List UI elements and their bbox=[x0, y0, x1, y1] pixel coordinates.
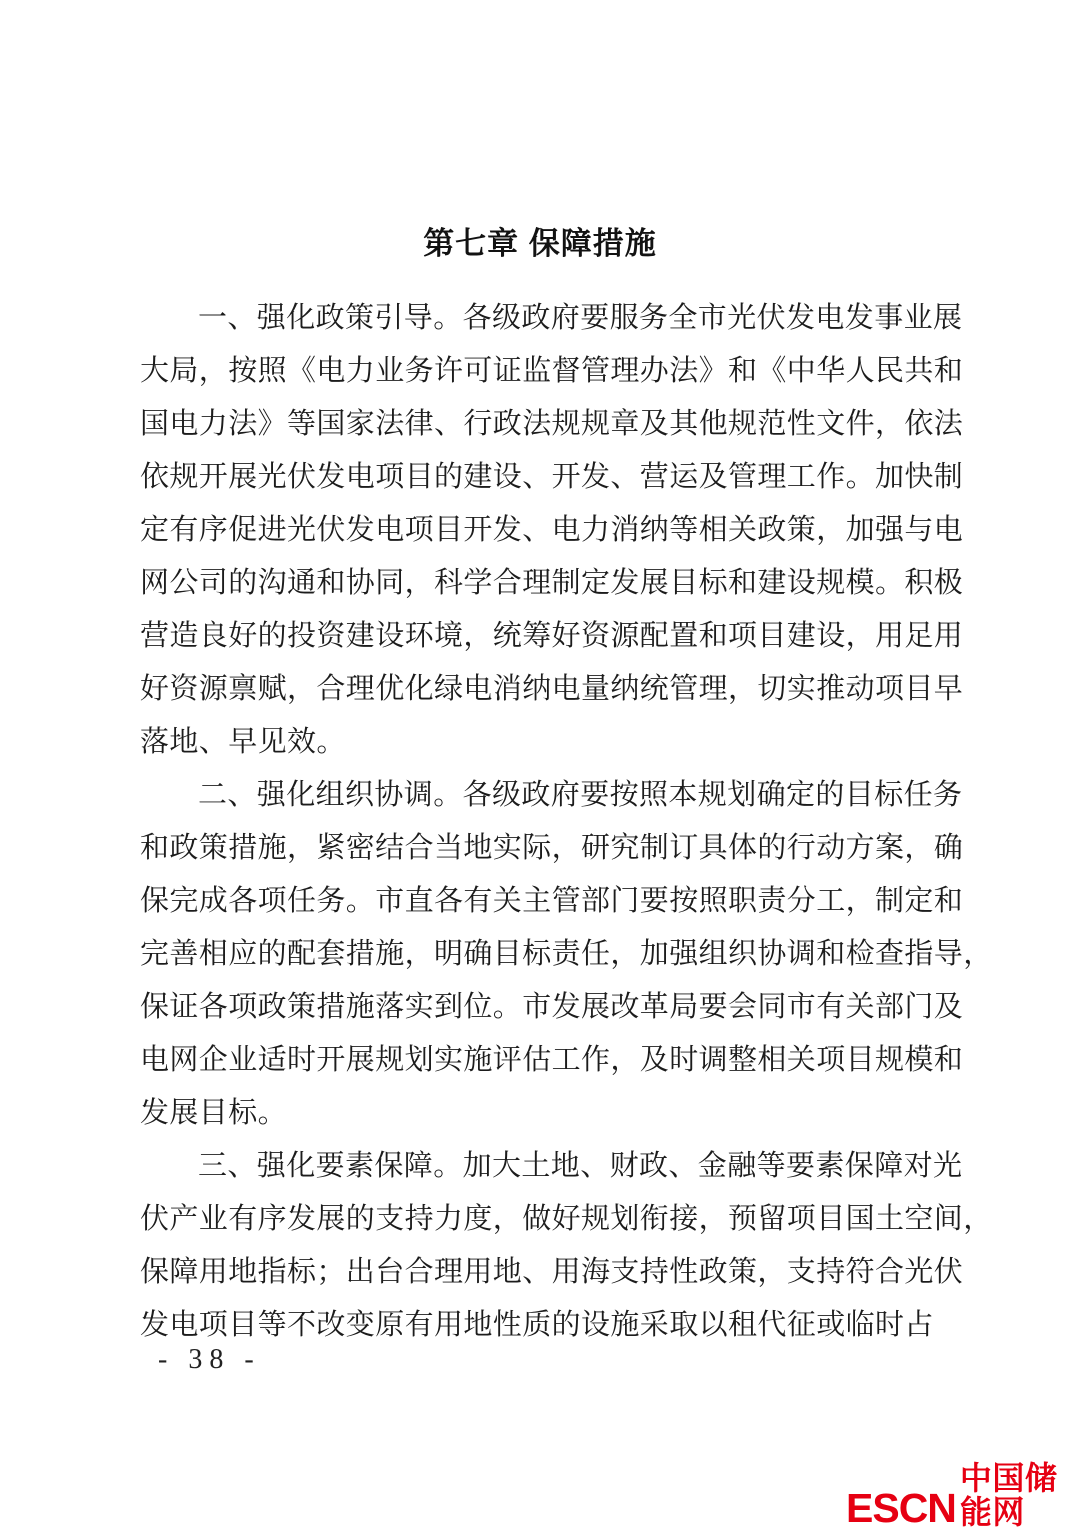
text-line: 营造良好的投资建设环境，统筹好资源配置和项目建设，用足用 bbox=[140, 620, 964, 652]
escn-watermark-logo bbox=[846, 1462, 1080, 1528]
text-line: 三、强化要素保障。加大土地、财政、金融等要素保障对光 bbox=[198, 1150, 963, 1182]
text-line: 好资源禀赋，合理优化绿电消纳电量纳统管理，切实推动项目早 bbox=[140, 673, 964, 705]
text-line: 网公司的沟通和协同，科学合理制定发展目标和建设规模。积极 bbox=[140, 567, 964, 599]
text-line: 电网企业适时开展规划实施评估工作，及时调整相关项目规模和 bbox=[140, 1044, 964, 1076]
escn-logo-text-cn: 中国储能网 bbox=[959, 1460, 1058, 1528]
paragraph bbox=[140, 292, 964, 769]
text-line: 发展目标。 bbox=[140, 1097, 288, 1129]
text-line: 伏产业有序发展的支持力度，做好规划衔接，预留项目国土空间， bbox=[140, 1203, 993, 1235]
paragraph bbox=[140, 769, 993, 1140]
text-line: 保完成各项任务。市直各有关主管部门要按照职责分工，制定和 bbox=[140, 885, 964, 917]
text-line: 国电力法》等国家法律、行政法规规章及其他规范性文件，依法 bbox=[140, 408, 964, 440]
text-line: 依规开展光伏发电项目的建设、开发、营运及管理工作。加快制 bbox=[140, 461, 964, 493]
text-line: 一、强化政策引导。各级政府要服务全市光伏发电发事业展 bbox=[198, 302, 963, 334]
text-line: 落地、早见效。 bbox=[140, 726, 346, 758]
text-line: 定有序促进光伏发电项目开发、电力消纳等相关政策，加强与电 bbox=[140, 514, 964, 546]
text-line: 保障用地指标；出台合理用地、用海支持性政策，支持符合光伏 bbox=[140, 1256, 964, 1288]
document-body bbox=[140, 292, 993, 1352]
text-line: 保证各项政策措施落实到位。市发展改革局要会同市有关部门及 bbox=[140, 991, 964, 1023]
text-line: 二、强化组织协调。各级政府要按照本规划确定的目标任务 bbox=[198, 779, 963, 811]
text-line: 和政策措施，紧密结合当地实际，研究制订具体的行动方案，确 bbox=[140, 832, 964, 864]
paragraph bbox=[140, 1140, 993, 1352]
chapter-title: 第七章 保障措施 bbox=[423, 226, 657, 261]
text-line: 发电项目等不改变原有用地性质的设施采取以租代征或临时占 bbox=[140, 1309, 934, 1341]
page-number: - 38 - bbox=[158, 1344, 261, 1375]
text-line: 完善相应的配套措施，明确目标责任，加强组织协调和检查指导， bbox=[140, 938, 993, 970]
text-line: 大局，按照《电力业务许可证监督管理办法》和《中华人民共和 bbox=[140, 355, 964, 387]
escn-logo-text-en: ESCN bbox=[846, 1485, 956, 1528]
